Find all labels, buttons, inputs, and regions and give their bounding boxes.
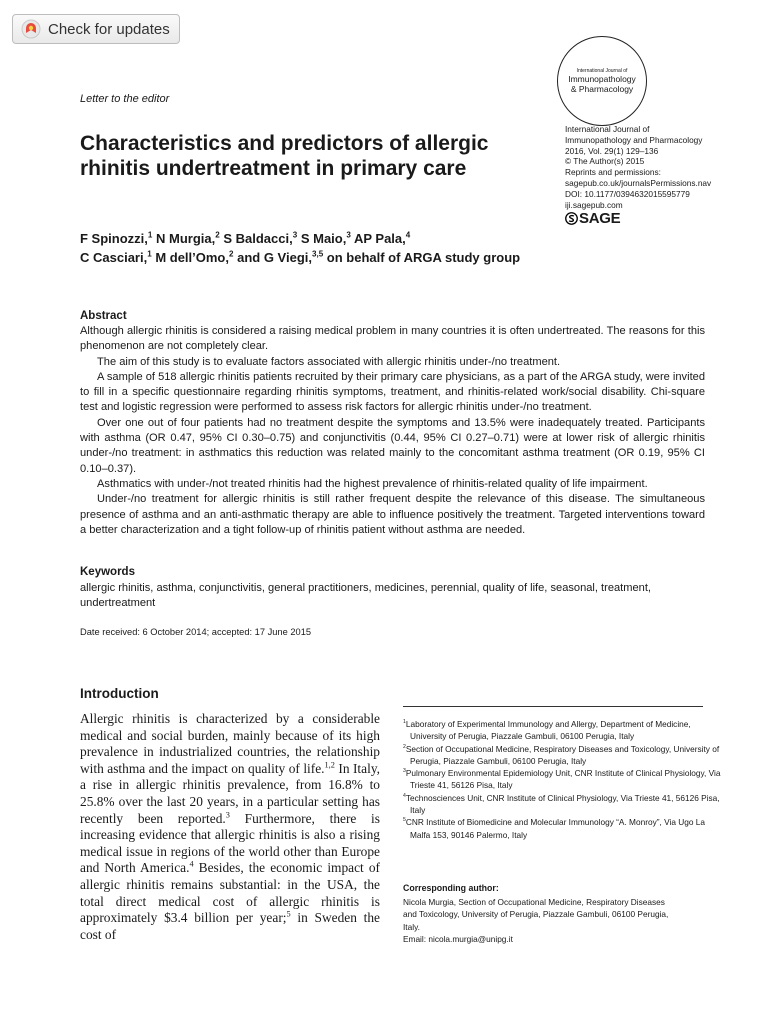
- affiliation-text: Pulmonary Environmental Epidemiology Unit, CNR Institute of Clinical Physiology, Via Trieste 41, 56126 Pisa, Italy: [405, 768, 721, 791]
- affiliation: [403, 743, 723, 768]
- title-line: rhinitis undertreatment in primary care: [80, 157, 467, 180]
- crossmark-icon: [21, 19, 41, 39]
- journal-website-link[interactable]: iji.sagepub.com: [565, 199, 623, 210]
- affiliation-number: 5: [403, 817, 406, 824]
- abstract-paragraph: A sample of 518 allergic rhinitis patients recruited by their primary care physicians, as a part of the ARGA study, were invited to fill in a specific questionnaire regarding rhinitis symptoms, treatment, and rhinitis-related work/social disability. Chi-square test and logistic regression were performed to assess risk factors for allergic rhinitis under-/no treatment.: [80, 370, 705, 414]
- author-name: S Maio,: [300, 231, 347, 246]
- author-affiliation-ref: 2: [215, 230, 220, 240]
- abstract-paragraph: Although allergic rhinitis is considered a raising medical problem in many countries it is often undertreated. The reasons for this phenomenon are not completely clear.: [80, 325, 705, 353]
- intro-text: In Italy, a rise in allergic rhinitis prevalence, from 16.8% to 25.8% over the last 20 years, in a particular setting has recently been reported.: [80, 760, 380, 826]
- journal-metadata: [565, 124, 735, 210]
- journal-logo-line: & Pharmacology: [570, 84, 634, 94]
- author-name: AP Pala,: [353, 231, 406, 246]
- affiliation: [403, 767, 723, 792]
- citation-ref[interactable]: 1,2: [324, 760, 335, 770]
- author-name: C Casciari,: [80, 250, 148, 265]
- keywords: allergic rhinitis, asthma, conjunctivitis, general practitioners, medicines, perennial, quality of life, seasonal, treatment, undertreatment: [80, 582, 651, 610]
- abstract-heading: Abstract: [80, 310, 127, 322]
- article-type: Letter to the editor: [80, 93, 170, 105]
- corresponding-author-heading: Corresponding author:: [403, 883, 499, 893]
- citation-ref[interactable]: 3: [225, 810, 230, 820]
- article-title: [80, 131, 530, 181]
- author-affiliation-ref: 4: [405, 230, 411, 240]
- meta-line: 2016, Vol. 29(1) 129–136: [565, 145, 659, 156]
- section-heading: Introduction: [80, 686, 159, 701]
- permissions-link[interactable]: sagepub.co.uk/journalsPermissions.nav: [565, 177, 712, 188]
- journal-logo-line: Immunopathology: [568, 74, 636, 84]
- publisher-logo: [565, 210, 620, 227]
- footnote-divider: [403, 706, 703, 707]
- doi-link[interactable]: DOI: 10.1177/0394632015595779: [565, 188, 690, 199]
- affiliation-text: Laboratory of Experimental Immunology and Allergy, Department of Medicine, University of Perugia, Piazzale Gambuli, 06100 Perugia, Italy: [405, 719, 691, 742]
- affiliation: [403, 816, 723, 841]
- check-for-updates-label: Check for updates: [48, 20, 170, 38]
- introduction-text: [80, 711, 380, 943]
- affiliation-text: Section of Occupational Medicine, Respiratory Diseases and Toxicology, University of Perugia, Piazzale Gambuli, 06100 Perugia, Italy: [405, 743, 720, 766]
- affiliation-text: CNR Institute of Biomedicine and Molecular Immunology “A. Monroy”, Via Ugo La Malfa 153, 90146 Palermo, Italy: [405, 817, 705, 840]
- author-affiliation-ref: 3,5: [311, 249, 324, 259]
- intro-text: Besides, the economic impact of allergic rhinitis remains substantial: in the USA, the total direct medical cost of allergic rhinitis is approximately $3.4 billion per year;: [80, 860, 380, 926]
- author-name: N Murgia,: [156, 231, 216, 246]
- author-name: S Baldacci,: [223, 231, 293, 246]
- author-affiliation-ref: 3: [346, 230, 351, 240]
- author-affiliation-ref: 3: [292, 230, 298, 240]
- author-affiliation-ref: 1: [147, 249, 152, 259]
- meta-line: International Journal of: [565, 124, 650, 134]
- abstract: [80, 324, 705, 538]
- meta-line: Immunopathology and Pharmacology: [565, 134, 703, 145]
- check-for-updates-button[interactable]: [12, 14, 180, 44]
- citation-ref[interactable]: 5: [286, 909, 291, 919]
- title-line: Characteristics and predictors of allergic: [80, 132, 489, 155]
- intro-text: Allergic rhinitis is characterized by a considerable medical and social burden, mainly because of its high prevalence in industrialized countries, the relationship with asthma and the impact on quality of life.: [80, 711, 380, 776]
- publisher-name: SAGE: [579, 210, 621, 227]
- author-line: [80, 248, 520, 267]
- intro-text: in Sweden the cost of: [80, 910, 380, 942]
- author-affiliation-ref: 2: [228, 249, 234, 259]
- affiliation-number: 1: [403, 719, 406, 726]
- abstract-paragraph: Over one out of four patients had no treatment despite the symptoms and 13.5% were inadequately treated. Participants with asthma (OR 0.47, 95% CI 0.30–0.75) and conjunctivitis (0.44, 95% CI 0.27–0.71) were at lower risk of allergic rhinitis under-/no treatment: in asthmatics this reduction was related mainly to the concomitant asthma treatment (OR 0.19, 95% CI 0.10–0.37).: [80, 416, 705, 475]
- author-name: and G Viegi,: [237, 250, 312, 265]
- affiliation-text: Technosciences Unit, CNR Institute of Clinical Physiology, Via Trieste 41, 56126 Pisa, Italy: [405, 792, 720, 816]
- abstract-paragraph: Under-/no treatment for allergic rhinitis is still rather frequent despite the relevance of this disease. The simultaneous presence of asthma and an anti-asthmatic therapy are able to influence positively the treatment. Targeted interventions toward a better characterization and a tight follow-up of rhinitis patient without asthma are needed.: [80, 493, 705, 536]
- affiliation: [403, 792, 723, 817]
- author-affiliation-ref: 1: [147, 230, 153, 240]
- affiliations: [403, 718, 723, 841]
- author-list: [80, 229, 520, 267]
- date-received: Date received: 6 October 2014; accepted: 17 June 2015: [80, 627, 312, 637]
- corresponding-author: [403, 896, 733, 945]
- journal-logo: [557, 36, 647, 126]
- affiliation-number: 2: [403, 743, 406, 750]
- meta-line: Reprints and permissions:: [565, 167, 661, 178]
- author-name: F Spinozzi,: [80, 231, 148, 246]
- affiliation: [403, 718, 723, 743]
- study-group: on behalf of ARGA study group: [326, 250, 521, 265]
- corresponding-line: Italy.: [403, 921, 420, 932]
- intro-text: Furthermore, there is increasing evidence that allergic rhinitis is also a rising medical issue in regions of the world other than Europe and North America.: [80, 810, 380, 876]
- author-line: [80, 229, 520, 248]
- affiliation-number: 3: [403, 768, 406, 775]
- corresponding-line: Nicola Murgia, Section of Occupational Medicine, Respiratory Diseases: [403, 897, 665, 907]
- corresponding-line: and Toxicology, University of Perugia, Piazzale Gambuli, 06100 Perugia,: [403, 909, 669, 920]
- abstract-paragraph: The aim of this study is to evaluate factors associated with allergic rhinitis under-/no treatment.: [97, 355, 561, 368]
- affiliation-number: 4: [403, 793, 406, 800]
- citation-ref[interactable]: 4: [189, 859, 194, 869]
- meta-line: © The Author(s) 2015: [565, 156, 645, 167]
- journal-logo-line: International Journal of: [576, 68, 628, 74]
- corresponding-email[interactable]: Email: nicola.murgia@unipg.it: [403, 933, 513, 944]
- sage-logo-icon: [565, 212, 578, 225]
- keywords-heading: Keywords: [80, 566, 135, 578]
- author-name: M dell’Omo,: [155, 250, 229, 265]
- abstract-paragraph: Asthmatics with under-/not treated rhinitis had the highest prevalence of rhinitis-related quality of life impairment.: [97, 477, 648, 490]
